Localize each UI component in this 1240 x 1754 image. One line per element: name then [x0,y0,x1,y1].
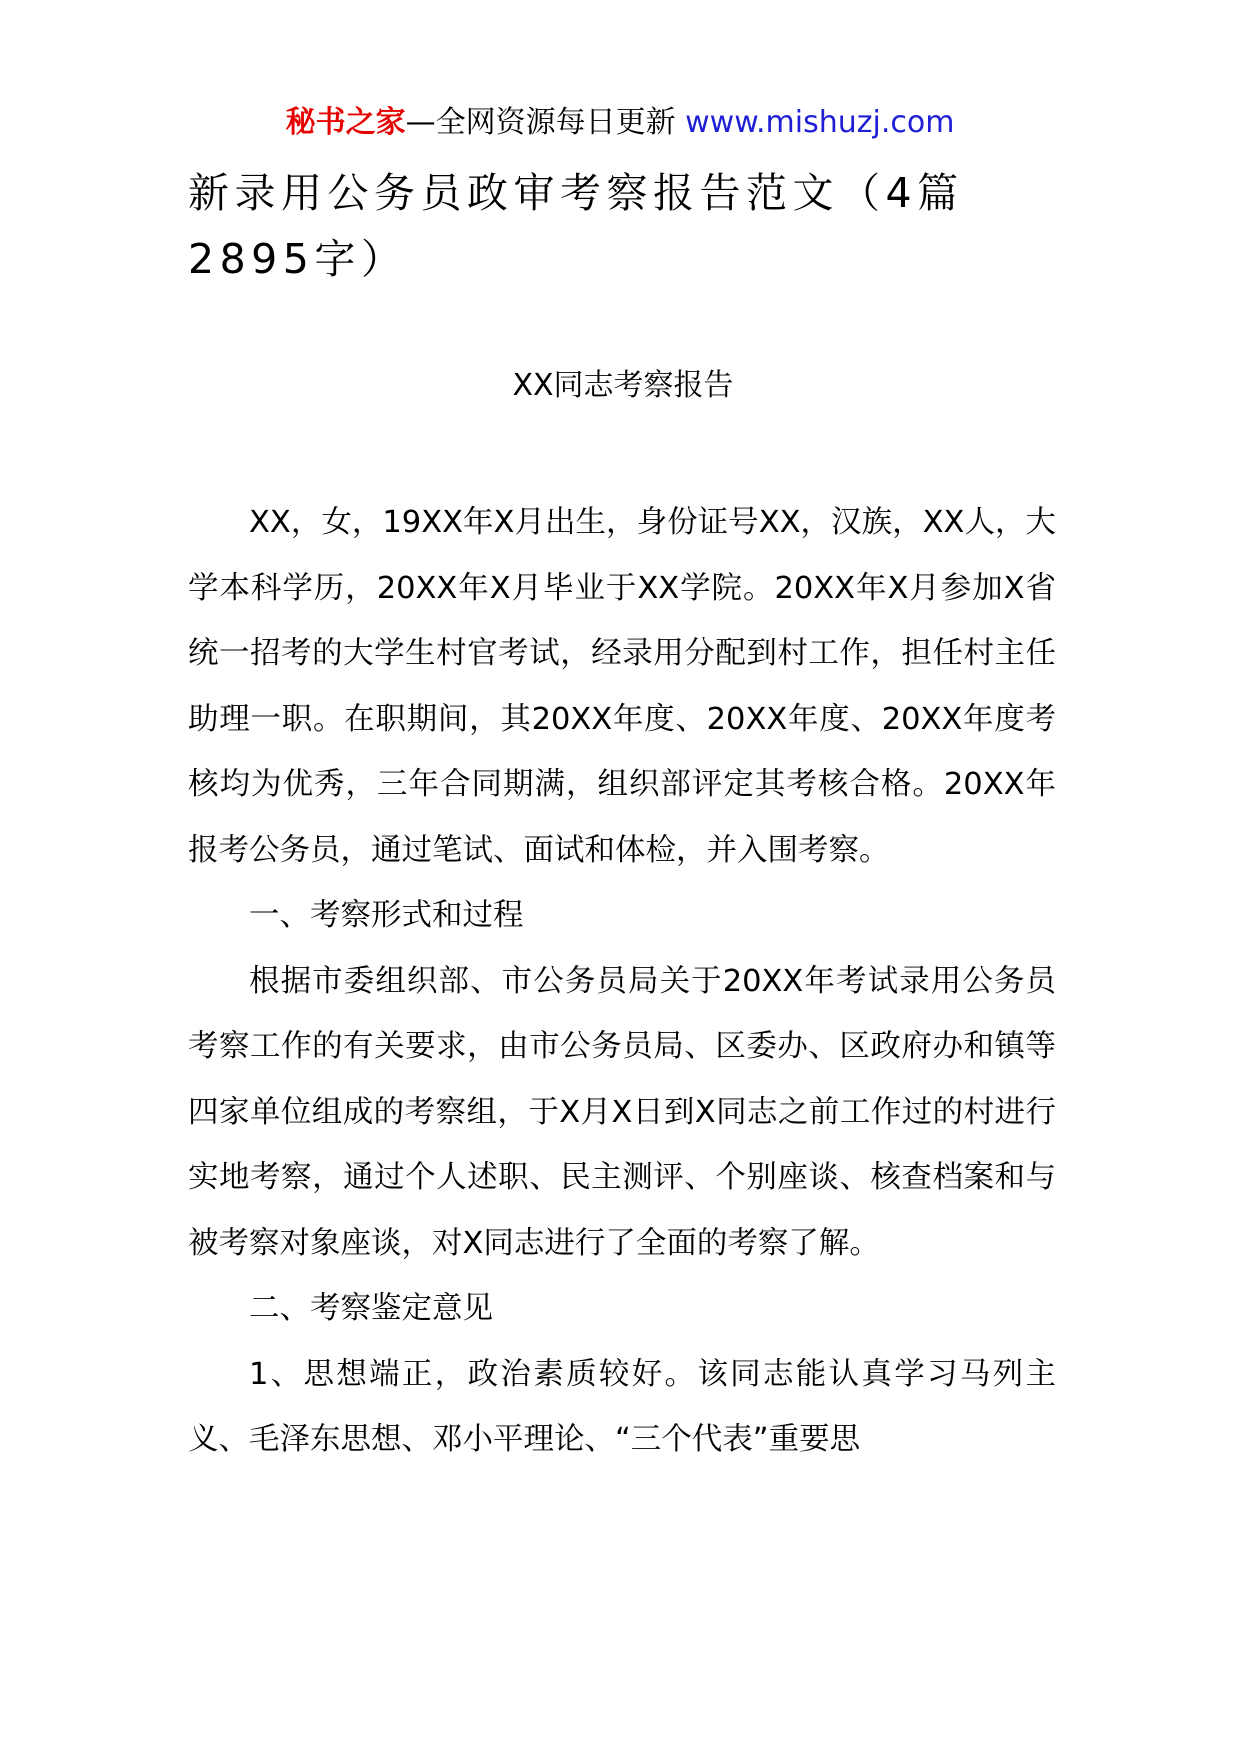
site-url-link[interactable]: www.mishuzj.com [685,105,955,140]
report-subtitle: XX同志考察报告 [512,368,734,403]
paragraph-opinion-1: 1、思想端正，政治素质较好。该同志能认真学习马列主义、毛泽东思想、邓小平理论、“三个代表”重要思 [188,1356,1056,1457]
site-brand: 秘书之家 [285,105,406,140]
paragraph-profile: XX，女，19XX年X月出生，身份证号XX，汉族，XX人，大学本科学历，20XX年X月毕业于XX学院。20XX年X月参加X省统一招考的大学生村官考试，经录用分配到村工作，担任村主任助理一职。在职期间，其20XX年度、20XX年度、20XX年度考核均为优秀，三年合同期满，组织部评定其考核合格。20XX年报考公务员，通过笔试、面试和体检，并入围考察。 [188,505,1056,868]
site-header [0,101,1240,145]
site-slogan: —全网资源每日更新 [405,105,676,140]
document-title: 新录用公务员政审考察报告范文（4篇2895字） [188,169,964,283]
section-heading-opinion: 二、考察鉴定意见 [249,1291,493,1326]
document-body [188,490,1056,1473]
paragraph-process: 根据市委组织部、市公务员局关于20XX年考试录用公务员考察工作的有关要求，由市公务员局、区委办、区政府办和镇等四家单位组成的考察组，于X月X日到X同志之前工作过的村进行实地考察，通过个人述职、民主测评、个别座谈、核查档案和与被考察对象座谈，对X同志进行了全面的考察了解。 [188,963,1056,1261]
section-heading-process: 一、考察形式和过程 [249,898,524,933]
